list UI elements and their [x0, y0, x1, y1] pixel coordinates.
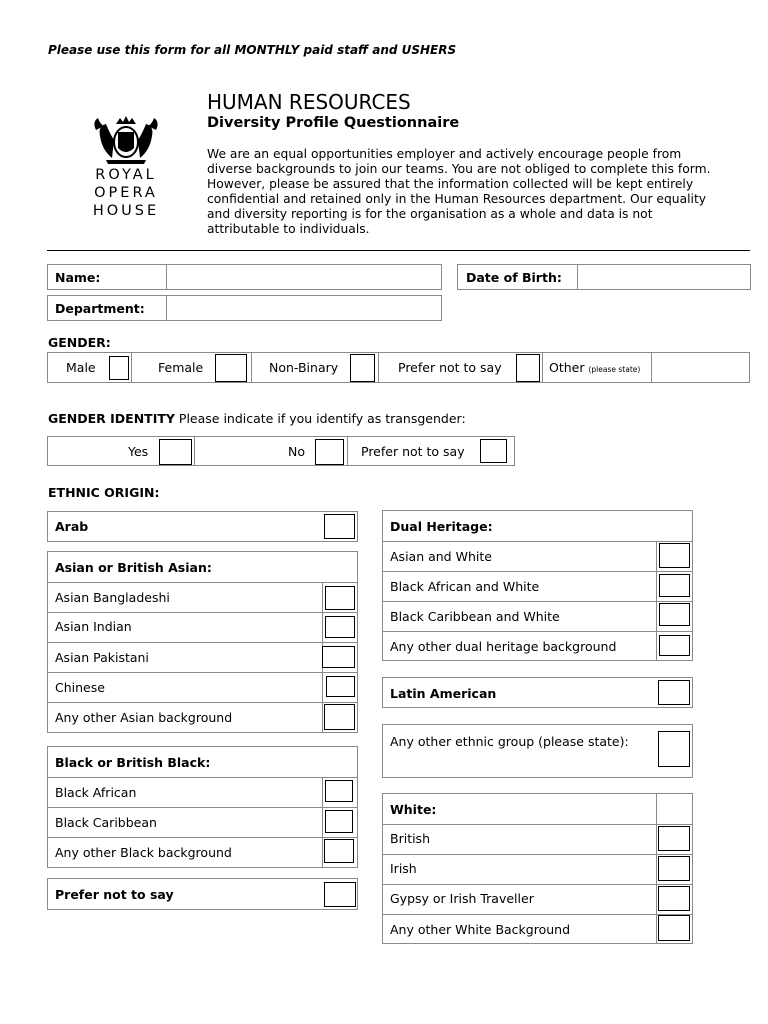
ethnic-white-other-label: Any other White Background [390, 922, 571, 937]
gender-identity-row [47, 436, 515, 466]
dob-label: Date of Birth: [466, 270, 562, 285]
ethnic-white-other-checkbox[interactable] [658, 915, 690, 941]
ethnic-latin-row [382, 677, 693, 708]
ethnic-asian-chinese-label: Chinese [55, 680, 105, 695]
ethnic-white-irish-label: Irish [390, 861, 417, 876]
transgender-no-label: No [288, 444, 305, 459]
ethnic-dual-black-caribbean-white-checkbox[interactable] [659, 603, 690, 626]
ethnic-asian-other-checkbox[interactable] [324, 704, 355, 730]
page-title: HUMAN RESOURCES [207, 90, 411, 114]
gender-other-text: Other [549, 360, 585, 375]
ethnic-black-other-label: Any other Black background [55, 845, 232, 860]
royal-crest-icon [88, 110, 164, 166]
ethnic-black-group [47, 746, 358, 868]
gender-male-label: Male [66, 360, 96, 375]
gender-prefer-not-label: Prefer not to say [398, 360, 502, 375]
transgender-yes-checkbox[interactable] [159, 439, 192, 465]
ethnic-prefer-not-row [47, 878, 358, 910]
ethnic-black-african-label: Black African [55, 785, 137, 800]
logo-word-house: HOUSE [92, 203, 160, 219]
logo-word-opera: OPERA [94, 185, 158, 201]
ethnic-latin-label: Latin American [390, 686, 497, 701]
department-label: Department: [55, 301, 145, 316]
ethnic-asian-pakistani-label: Asian Pakistani [55, 650, 149, 665]
ethnic-asian-title: Asian or British Asian: [55, 560, 212, 575]
name-label: Name: [55, 270, 101, 285]
gender-female-label: Female [158, 360, 204, 375]
ethnic-asian-indian-checkbox[interactable] [325, 616, 355, 638]
ethnic-other-group-checkbox[interactable] [658, 731, 690, 767]
ethnic-other-group-label: Any other ethnic group (please state): [390, 734, 629, 749]
ethnic-black-title: Black or British Black: [55, 755, 211, 770]
intro-line: diverse backgrounds to join our teams. You are not obliged to complete this form. [207, 162, 711, 176]
ethnic-arab-row [47, 511, 358, 542]
gender-female-checkbox[interactable] [215, 354, 247, 382]
gender-other-field[interactable] [653, 353, 749, 382]
ethnic-prefer-not-checkbox[interactable] [324, 882, 356, 907]
ethnic-asian-group [47, 551, 358, 733]
department-field[interactable] [168, 296, 440, 320]
ethnic-black-caribbean-label: Black Caribbean [55, 815, 157, 830]
ethnic-latin-checkbox[interactable] [658, 680, 690, 705]
name-field[interactable] [168, 265, 440, 289]
ethnic-arab-label: Arab [55, 519, 89, 534]
gender-male-checkbox[interactable] [109, 356, 129, 380]
gender-other-note: (please state) [588, 365, 641, 374]
ethnic-arab-checkbox[interactable] [324, 514, 355, 539]
header-divider [47, 250, 750, 251]
ethnic-black-caribbean-checkbox[interactable] [325, 810, 353, 833]
transgender-prefer-not-label: Prefer not to say [361, 444, 465, 459]
intro-line: However, please be assured that the information collected will be kept entirely [207, 177, 694, 191]
dob-row [457, 264, 751, 290]
intro-line: We are an equal opportunities employer and actively encourage people from [207, 147, 682, 161]
ethnic-black-african-checkbox[interactable] [325, 780, 353, 802]
ethnic-other-group-row [382, 724, 693, 778]
ethnic-white-title: White: [390, 802, 437, 817]
logo-word-royal: ROYAL [95, 167, 157, 183]
transgender-prefer-not-checkbox[interactable] [480, 439, 507, 463]
gender-identity-heading-bold: GENDER IDENTITY [48, 411, 175, 426]
gender-identity-heading-text: Please indicate if you identify as transgender: [174, 411, 466, 426]
ethnic-dual-asian-white-label: Asian and White [390, 549, 492, 564]
ethnic-asian-bangladeshi-label: Asian Bangladeshi [55, 590, 170, 605]
ethnic-white-gypsy-label: Gypsy or Irish Traveller [390, 891, 534, 906]
ethnic-asian-chinese-checkbox[interactable] [326, 676, 355, 697]
ethnic-dual-other-checkbox[interactable] [659, 635, 690, 656]
gender-nonbinary-label: Non-Binary [269, 360, 339, 375]
ethnic-asian-pakistani-checkbox[interactable] [322, 646, 355, 668]
gender-heading: GENDER: [48, 335, 111, 350]
transgender-no-checkbox[interactable] [315, 439, 344, 465]
ethnic-dual-black-african-white-label: Black African and White [390, 579, 540, 594]
gender-other-label [549, 360, 640, 375]
ethnic-asian-bangladeshi-checkbox[interactable] [325, 586, 355, 610]
form-usage-note: Please use this form for all MONTHLY paid staff and USHERS [48, 43, 457, 57]
ethnic-prefer-not-label: Prefer not to say [55, 887, 174, 902]
ethnic-dual-asian-white-checkbox[interactable] [659, 543, 690, 568]
name-row [47, 264, 442, 290]
intro-line: attributable to individuals. [207, 222, 370, 236]
ethnic-dual-group [382, 510, 693, 661]
ethnic-white-group [382, 793, 693, 944]
gender-row [47, 352, 750, 383]
ethnic-black-other-checkbox[interactable] [324, 839, 354, 863]
ethnic-origin-heading: ETHNIC ORIGIN: [48, 485, 160, 500]
ethnic-dual-title: Dual Heritage: [390, 519, 493, 534]
ethnic-white-british-checkbox[interactable] [658, 826, 690, 851]
ethnic-asian-other-label: Any other Asian background [55, 710, 233, 725]
ethnic-asian-indian-label: Asian Indian [55, 619, 132, 634]
ethnic-white-irish-checkbox[interactable] [658, 856, 690, 881]
ethnic-dual-other-label: Any other dual heritage background [390, 639, 617, 654]
ethnic-dual-black-african-white-checkbox[interactable] [659, 574, 690, 597]
ethnic-white-british-label: British [390, 831, 430, 846]
gender-identity-heading [48, 411, 466, 426]
intro-paragraph [207, 147, 752, 237]
intro-line: and diversity reporting is for the organisation as a whole and data is not [207, 207, 653, 221]
dob-field[interactable] [579, 265, 749, 289]
ethnic-dual-black-caribbean-white-label: Black Caribbean and White [390, 609, 560, 624]
page-subtitle: Diversity Profile Questionnaire [207, 115, 460, 131]
intro-line: confidential and retained only in the Human Resources department. Our equality [207, 192, 707, 206]
gender-nonbinary-checkbox[interactable] [350, 354, 375, 382]
transgender-yes-label: Yes [128, 444, 149, 459]
ethnic-white-gypsy-checkbox[interactable] [658, 886, 690, 911]
gender-prefer-not-checkbox[interactable] [516, 354, 540, 382]
department-row [47, 295, 442, 321]
